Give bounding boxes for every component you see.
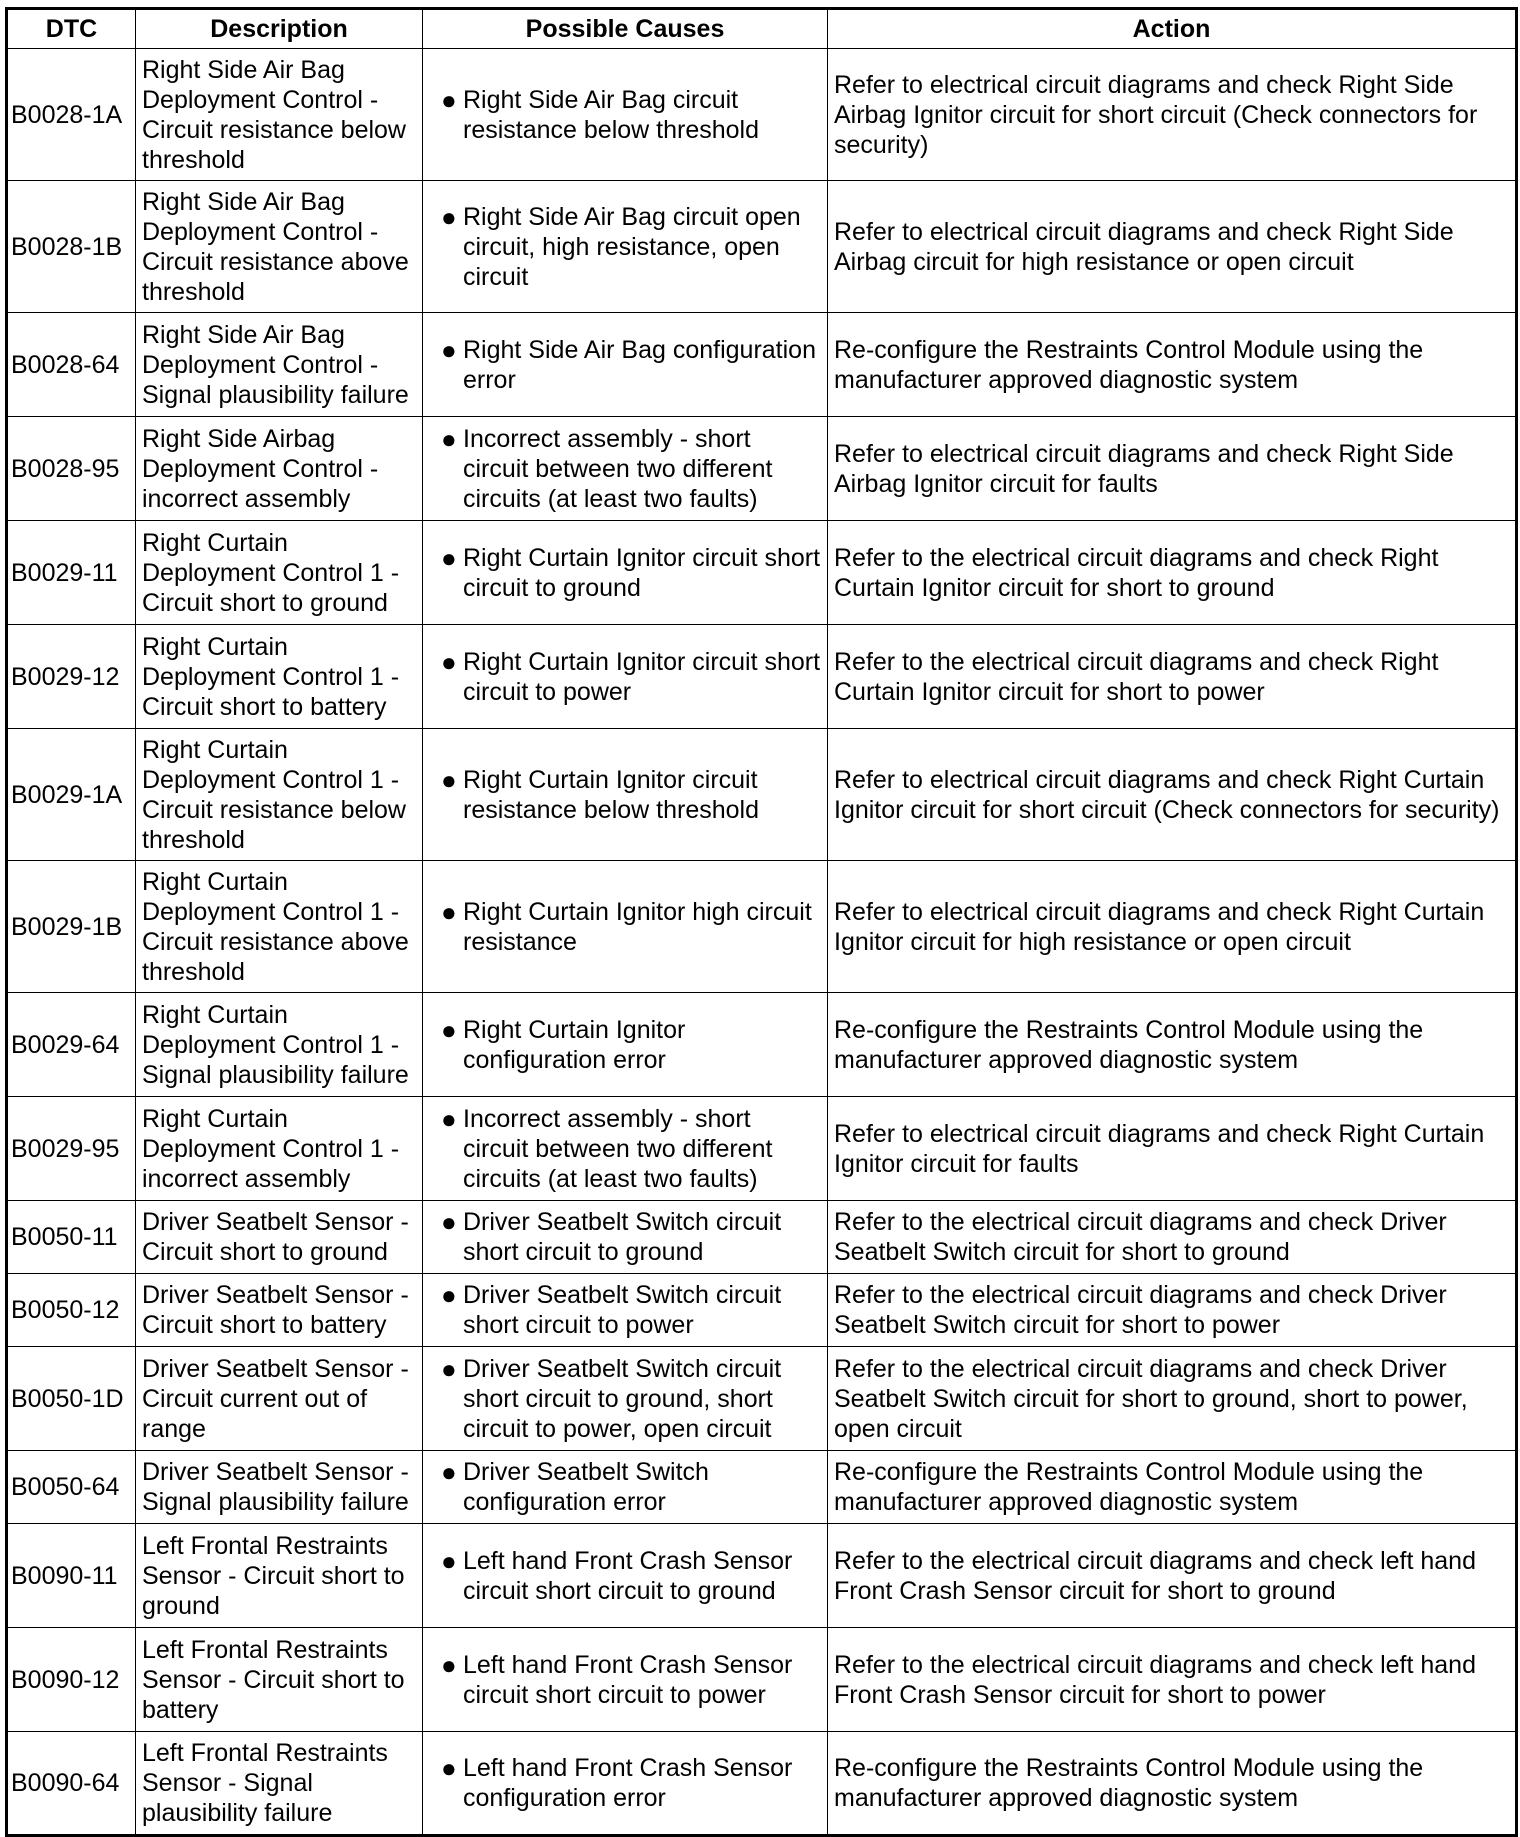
dtc-action: Re-configure the Restraints Control Module using the manufacturer approved diagnostic system	[828, 993, 1517, 1097]
cause-item	[429, 335, 821, 395]
dtc-action: Refer to the electrical circuit diagrams and check left hand Front Crash Sensor circuit for short to power	[828, 1628, 1517, 1732]
possible-cause	[423, 181, 828, 313]
table-row	[7, 1347, 1517, 1451]
header-dtc: DTC	[7, 9, 136, 49]
dtc-action: Refer to electrical circuit diagrams and check Right Side Airbag Ignitor circuit for short circuit (Check connectors for security)	[828, 49, 1517, 181]
dtc-action: Refer to the electrical circuit diagrams and check Driver Seatbelt Switch circuit for short to power	[828, 1274, 1517, 1347]
cause-item	[429, 647, 821, 707]
dtc-description: Driver Seatbelt Sensor - Signal plausibility failure	[136, 1451, 423, 1524]
cause-text: Driver Seatbelt Switch circuit short circuit to ground, short circuit to power, open circuit	[463, 1354, 782, 1443]
cause-text: Incorrect assembly - short circuit between two different circuits (at least two faults)	[463, 1104, 773, 1193]
header-action: Action	[828, 9, 1517, 49]
bullet-icon: ●	[441, 896, 457, 927]
table-row	[7, 625, 1517, 729]
cause-item	[429, 424, 821, 514]
dtc-code: B0028-64	[7, 313, 136, 417]
dtc-action: Refer to electrical circuit diagrams and check Right Curtain Ignitor circuit for faults	[828, 1097, 1517, 1201]
dtc-action: Refer to the electrical circuit diagrams and check left hand Front Crash Sensor circuit for short to ground	[828, 1524, 1517, 1628]
bullet-icon: ●	[441, 334, 457, 365]
dtc-code: B0028-1A	[7, 49, 136, 181]
dtc-description: Right Curtain Deployment Control 1 - Circuit resistance below threshold	[136, 729, 423, 861]
cause-text: Right Curtain Ignitor high circuit resistance	[463, 897, 812, 956]
cause-text: Right Curtain Ignitor circuit resistance below threshold	[463, 765, 759, 824]
bullet-icon: ●	[441, 1753, 457, 1783]
dtc-description: Right Curtain Deployment Control 1 - Signal plausibility failure	[136, 993, 423, 1097]
dtc-description: Left Frontal Restraints Sensor - Circuit short to ground	[136, 1524, 423, 1628]
bullet-icon: ●	[441, 423, 457, 454]
dtc-description: Right Side Airbag Deployment Control - incorrect assembly	[136, 417, 423, 521]
cause-item	[429, 1457, 821, 1517]
table-row	[7, 49, 1517, 181]
possible-cause	[423, 521, 828, 625]
dtc-code: B0029-11	[7, 521, 136, 625]
bullet-icon: ●	[441, 1649, 457, 1680]
cause-item	[429, 897, 821, 957]
dtc-description: Left Frontal Restraints Sensor - Signal plausibility failure	[136, 1732, 423, 1836]
cause-item	[429, 1280, 821, 1340]
header-row	[7, 9, 1517, 49]
possible-cause	[423, 1097, 828, 1201]
cause-text: Right Side Air Bag circuit open circuit, high resistance, open circuit	[463, 202, 801, 291]
possible-cause	[423, 1347, 828, 1451]
table-row	[7, 1524, 1517, 1628]
cause-text: Left hand Front Crash Sensor circuit short circuit to ground	[463, 1546, 793, 1605]
possible-cause	[423, 625, 828, 729]
dtc-description: Left Frontal Restraints Sensor - Circuit short to battery	[136, 1628, 423, 1732]
possible-cause	[423, 993, 828, 1097]
cause-text: Right Side Air Bag circuit resistance below threshold	[463, 85, 759, 144]
bullet-icon: ●	[441, 1014, 457, 1045]
dtc-description: Right Curtain Deployment Control 1 - Circuit short to battery	[136, 625, 423, 729]
cause-text: Driver Seatbelt Switch circuit short circuit to power	[463, 1281, 782, 1339]
table-row	[7, 521, 1517, 625]
bullet-icon: ●	[441, 201, 457, 232]
cause-item	[429, 543, 821, 603]
cause-item	[429, 1104, 821, 1194]
cause-text: Right Curtain Ignitor circuit short circuit to ground	[463, 543, 821, 602]
possible-cause	[423, 861, 828, 993]
cause-item	[429, 1207, 821, 1267]
dtc-description: Driver Seatbelt Sensor - Circuit short to battery	[136, 1274, 423, 1347]
header-possible-causes: Possible Causes	[423, 9, 828, 49]
cause-item	[429, 1753, 821, 1813]
dtc-code: B0090-12	[7, 1628, 136, 1732]
dtc-code: B0090-64	[7, 1732, 136, 1836]
dtc-action: Refer to electrical circuit diagrams and check Right Curtain Ignitor circuit for short circuit (Check connectors for security)	[828, 729, 1517, 861]
dtc-action: Refer to the electrical circuit diagrams and check Driver Seatbelt Switch circuit for short to ground	[828, 1201, 1517, 1274]
dtc-description: Driver Seatbelt Sensor - Circuit current out of range	[136, 1347, 423, 1451]
possible-cause	[423, 1732, 828, 1836]
dtc-action: Re-configure the Restraints Control Module using the manufacturer approved diagnostic system	[828, 313, 1517, 417]
cause-item	[429, 1546, 821, 1606]
dtc-code: B0029-64	[7, 993, 136, 1097]
table-row	[7, 1097, 1517, 1201]
dtc-description: Right Curtain Deployment Control 1 - incorrect assembly	[136, 1097, 423, 1201]
dtc-code: B0029-12	[7, 625, 136, 729]
bullet-icon: ●	[441, 764, 457, 795]
dtc-code: B0029-1A	[7, 729, 136, 861]
dtc-code: B0050-64	[7, 1451, 136, 1524]
dtc-code: B0029-95	[7, 1097, 136, 1201]
possible-cause	[423, 1201, 828, 1274]
dtc-action: Refer to electrical circuit diagrams and check Right Side Airbag Ignitor circuit for faults	[828, 417, 1517, 521]
cause-item	[429, 202, 821, 292]
cause-text: Right Side Air Bag configuration error	[463, 335, 816, 394]
cause-item	[429, 1015, 821, 1075]
possible-cause	[423, 1524, 828, 1628]
dtc-action: Refer to electrical circuit diagrams and check Right Side Airbag circuit for high resistance or open circuit	[828, 181, 1517, 313]
table-row	[7, 417, 1517, 521]
table-row	[7, 1628, 1517, 1732]
table-row	[7, 1451, 1517, 1524]
dtc-description: Right Side Air Bag Deployment Control - Signal plausibility failure	[136, 313, 423, 417]
bullet-icon: ●	[441, 646, 457, 677]
table-row	[7, 181, 1517, 313]
bullet-icon: ●	[441, 1545, 457, 1576]
possible-cause	[423, 313, 828, 417]
table-row	[7, 1274, 1517, 1347]
dtc-code: B0029-1B	[7, 861, 136, 993]
dtc-action: Refer to the electrical circuit diagrams and check Driver Seatbelt Switch circuit for short to ground, short to power, open circuit	[828, 1347, 1517, 1451]
table-body	[7, 49, 1517, 1836]
cause-item	[429, 765, 821, 825]
dtc-code: B0050-1D	[7, 1347, 136, 1451]
possible-cause	[423, 729, 828, 861]
dtc-description: Right Curtain Deployment Control 1 - Circuit resistance above threshold	[136, 861, 423, 993]
bullet-icon: ●	[441, 1353, 457, 1384]
table-row	[7, 1201, 1517, 1274]
header-description: Description	[136, 9, 423, 49]
dtc-action: Refer to electrical circuit diagrams and check Right Curtain Ignitor circuit for high resistance or open circuit	[828, 861, 1517, 993]
bullet-icon: ●	[441, 84, 457, 115]
table-row	[7, 861, 1517, 993]
possible-cause	[423, 417, 828, 521]
table-row	[7, 313, 1517, 417]
bullet-icon: ●	[441, 1207, 457, 1237]
bullet-icon: ●	[441, 1457, 457, 1487]
table-row	[7, 993, 1517, 1097]
dtc-code: B0028-95	[7, 417, 136, 521]
possible-cause	[423, 49, 828, 181]
dtc-action: Re-configure the Restraints Control Module using the manufacturer approved diagnostic system	[828, 1732, 1517, 1836]
bullet-icon: ●	[441, 542, 457, 573]
dtc-code: B0050-11	[7, 1201, 136, 1274]
possible-cause	[423, 1274, 828, 1347]
cause-text: Right Curtain Ignitor circuit short circuit to power	[463, 647, 821, 706]
cause-text: Left hand Front Crash Sensor configuration error	[463, 1754, 793, 1812]
dtc-action: Refer to the electrical circuit diagrams and check Right Curtain Ignitor circuit for short to power	[828, 625, 1517, 729]
possible-cause	[423, 1628, 828, 1732]
cause-item	[429, 1354, 821, 1444]
dtc-action: Refer to the electrical circuit diagrams and check Right Curtain Ignitor circuit for short to ground	[828, 521, 1517, 625]
dtc-action: Re-configure the Restraints Control Module using the manufacturer approved diagnostic system	[828, 1451, 1517, 1524]
dtc-table	[5, 7, 1518, 1837]
cause-text: Right Curtain Ignitor configuration error	[463, 1015, 686, 1074]
dtc-description: Right Side Air Bag Deployment Control - Circuit resistance above threshold	[136, 181, 423, 313]
cause-text: Driver Seatbelt Switch circuit short circuit to ground	[463, 1208, 782, 1266]
bullet-icon: ●	[441, 1280, 457, 1310]
cause-text: Left hand Front Crash Sensor circuit short circuit to power	[463, 1650, 793, 1709]
dtc-code: B0050-12	[7, 1274, 136, 1347]
dtc-description: Right Side Air Bag Deployment Control - Circuit resistance below threshold	[136, 49, 423, 181]
dtc-code: B0090-11	[7, 1524, 136, 1628]
cause-item	[429, 85, 821, 145]
table-row	[7, 729, 1517, 861]
dtc-code: B0028-1B	[7, 181, 136, 313]
cause-text: Driver Seatbelt Switch configuration error	[463, 1458, 709, 1516]
bullet-icon: ●	[441, 1103, 457, 1134]
dtc-description: Driver Seatbelt Sensor - Circuit short to ground	[136, 1201, 423, 1274]
possible-cause	[423, 1451, 828, 1524]
cause-item	[429, 1650, 821, 1710]
table-row	[7, 1732, 1517, 1836]
dtc-description: Right Curtain Deployment Control 1 - Circuit short to ground	[136, 521, 423, 625]
cause-text: Incorrect assembly - short circuit between two different circuits (at least two faults)	[463, 424, 773, 513]
